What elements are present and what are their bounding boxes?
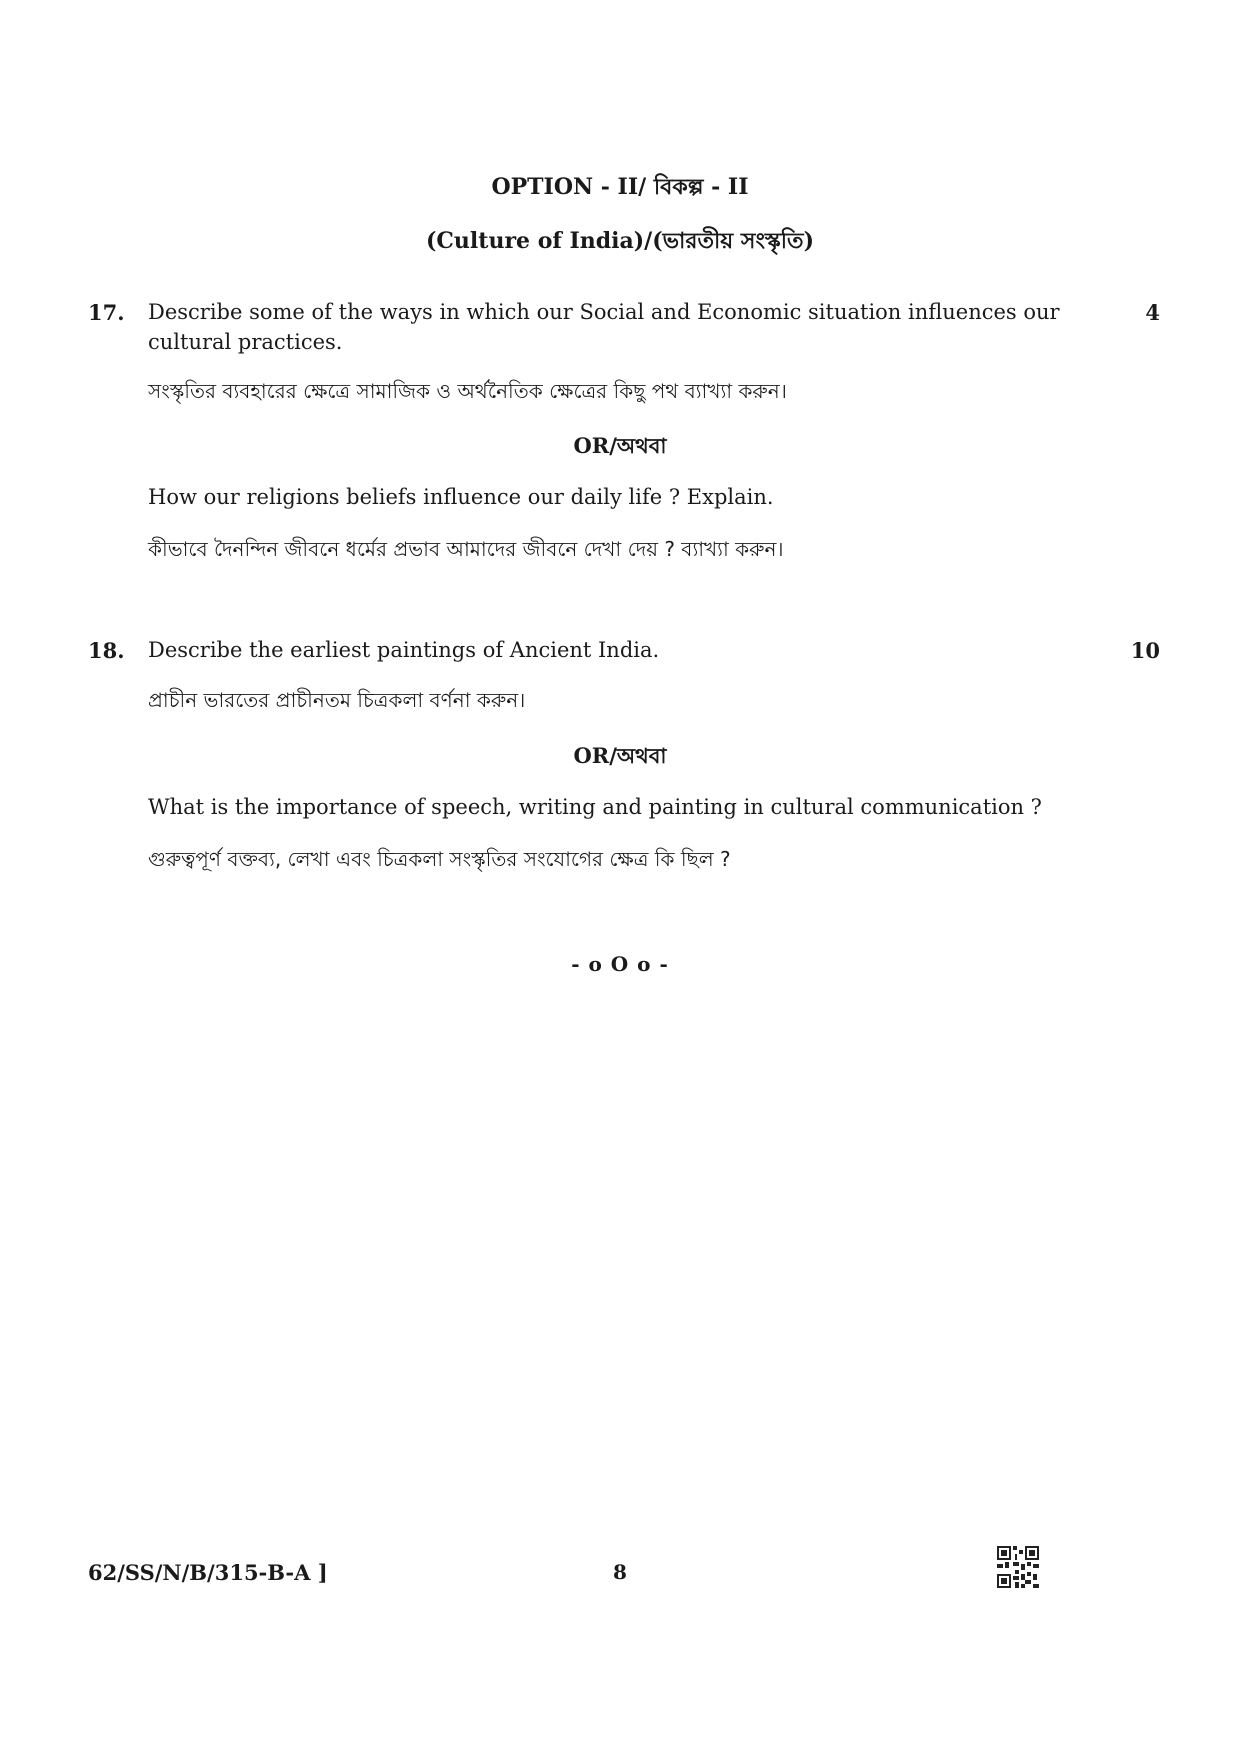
question-18-number: 18. bbox=[88, 638, 125, 663]
end-mark: - o O o - bbox=[571, 952, 669, 976]
question-18-or-label: OR/অথবা bbox=[573, 743, 667, 768]
question-18-text-bn: প্রাচীন ভারতের প্রাচীনতম চিত্রকলা বর্ণনা করুন। bbox=[148, 688, 526, 712]
question-18-alt-en: What is the importance of speech, writing and painting in cultural communication ? bbox=[148, 795, 1042, 819]
question-17-alt-bn: কীভাবে দৈনন্দিন জীবনে ধর্মের প্রভাব আমাদের জীবনে দেখা দেয় ? ব্যাখ্যা করুন। bbox=[148, 537, 784, 561]
page-number: 8 bbox=[613, 1560, 627, 1584]
section-title: (Culture of India)/(ভারতীয় সংস্কৃতি) bbox=[426, 228, 814, 254]
question-18-alt-bn: গুরুত্বপূর্ণ বক্তব্য, লেখা এবং চিত্রকলা সংস্কৃতির সংযোগের ক্ষেত্র কি ছিল ? bbox=[148, 847, 731, 871]
question-17-text-bn: সংস্কৃতির ব্যবহারের ক্ষেত্রে সামাজিক ও অর্থনৈতিক ক্ষেত্রের কিছু পথ ব্যাখ্যা করুন। bbox=[148, 379, 787, 403]
question-17-number: 17. bbox=[88, 300, 125, 325]
question-17-or-label: OR/অথবা bbox=[573, 433, 667, 458]
question-18-marks: 10 bbox=[1130, 638, 1160, 663]
question-18-text-en: Describe the earliest paintings of Ancient India. bbox=[148, 638, 660, 662]
paper-code: 62/SS/N/B/315-B-A ] bbox=[88, 1560, 328, 1585]
question-17-marks: 4 bbox=[1145, 300, 1160, 325]
question-17-text-en: Describe some of the ways in which our Social and Economic situation influences our cultural practices. bbox=[148, 300, 1060, 354]
qr-code-icon bbox=[997, 1546, 1039, 1588]
question-17-alt-en: How our religions beliefs influence our daily life ? Explain. bbox=[148, 485, 774, 509]
option-title: OPTION - II/ বিকল্প - II bbox=[491, 174, 749, 200]
